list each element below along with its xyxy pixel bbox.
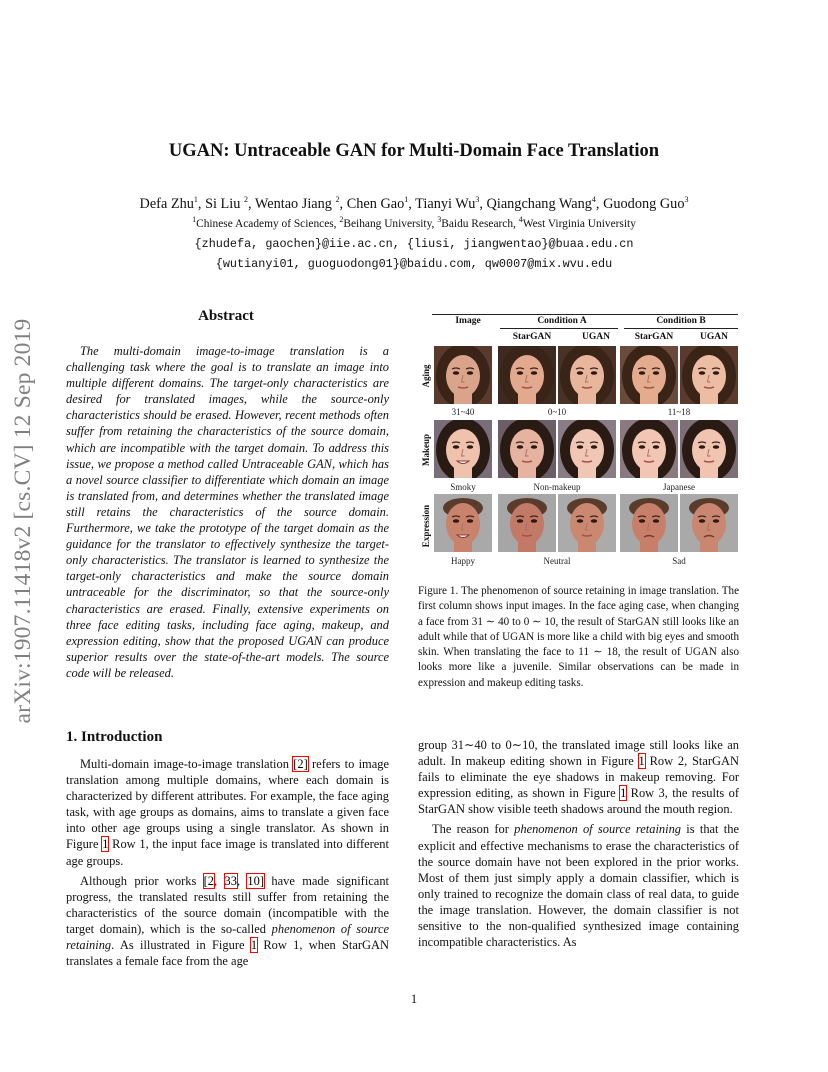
abstract-heading: Abstract bbox=[198, 308, 254, 324]
affiliation: Baidu Research, bbox=[441, 218, 519, 230]
section-heading-introduction: 1. Introduction bbox=[66, 729, 163, 745]
author: Qiangchang Wang bbox=[486, 196, 592, 212]
text-run: Although prior works bbox=[80, 873, 204, 888]
figure-rule bbox=[500, 328, 618, 329]
row-label-expression: Expression bbox=[421, 504, 431, 548]
emphasis: phenomenon of source retaining bbox=[514, 822, 682, 837]
author: Defa Zhu bbox=[139, 196, 194, 212]
arxiv-stamp bbox=[10, 286, 36, 756]
face-image bbox=[498, 494, 556, 552]
email-line-2: {wutianyi01, guoguodong01}@baidu.com, qw0007@mix.wvu.edu bbox=[215, 257, 613, 271]
figure-link[interactable]: 1 bbox=[620, 786, 627, 801]
col-header-stargan: StarGAN bbox=[512, 332, 552, 342]
text-run: is that the explicit and effective mechanisms to erase the characteristics of the source domain have not been explored in the prior works. Most of them just simply apply a domain classifier, which is only trained to recognize the domain class of real data, to guide the image translation. However, the domain classifier is not sensitive to the non-qualified synthesized image containing incompatible characteristics. As bbox=[418, 822, 739, 950]
text-run: have made significant progress, the translated results still suffer from retaining the characteristics of the source domain (incompatible with the target domain), which is the so-called bbox=[66, 873, 389, 936]
figure-link[interactable]: 1 bbox=[250, 938, 258, 953]
face-label: 31~40 bbox=[451, 407, 475, 417]
citation-link[interactable]: 10] bbox=[247, 873, 264, 888]
affiliation: Chinese Academy of Sciences, bbox=[196, 218, 340, 230]
paragraph bbox=[418, 737, 739, 817]
text-run: Row 2, StarGAN fails to eliminate the eye shadows in makeup removing. For expression editing, as shown in Figure bbox=[418, 754, 739, 801]
affil-mark: 4 bbox=[518, 215, 523, 225]
face-label: Smoky bbox=[450, 482, 476, 492]
affiliations bbox=[0, 215, 828, 230]
figure-link[interactable]: 1 bbox=[638, 754, 645, 769]
text-run: Row 3, the results of StarGAN show visible teeth shadows around the mouth region. bbox=[418, 786, 739, 817]
author: Tianyi Wu bbox=[415, 196, 476, 212]
text-run: group 31∼40 to 0∼10, the translated image still looks like an adult. In makeup editing shown in Figure bbox=[418, 738, 739, 769]
author: Chen Gao bbox=[346, 196, 405, 212]
face-label: Happy bbox=[451, 556, 475, 566]
author-affil-mark: 2 bbox=[335, 195, 340, 205]
paper-title: UGAN: Untraceable GAN for Multi-Domain Face Translation bbox=[168, 141, 660, 161]
author-affil-mark: 4 bbox=[591, 195, 596, 205]
affil-mark: 2 bbox=[339, 215, 344, 225]
abstract-text: The multi-domain image-to-image translation is a challenging task where the goal is to translate an image into multiple different domains. The target-only characteristics are desired for translated images, while the source-only characteristics should be erased. However, recent methods often suffer from retaining the characteristics of the source domain, which are incompatible with the target domain. To address this issue, we propose a method called Untraceable GAN, which has a novel source classifier to differentiate which domain an image is translated from, and determines whether the translated image still retains the characteristics of the source domain. Furthermore, we take the prototype of the target domain as the guidance for the translator to effectively synthesize the target-only characteristics. The translator is learned to synthesize the target-only characteristics and make the source domain untraceable for the discriminator, so that the source-only characteristics are erased. Finally, extensive experiments on three face editing tasks, including face aging, makeup, and expression editing, show that the proposed UGAN can produce superior results over the state-of-the-art models. The source code will be released. bbox=[66, 344, 389, 680]
face-image bbox=[558, 420, 616, 478]
author-affil-mark: 3 bbox=[475, 195, 480, 205]
col-header-image: Image bbox=[455, 316, 481, 326]
affil-mark: 3 bbox=[437, 215, 442, 225]
citation-link[interactable]: 33 bbox=[224, 873, 237, 888]
author-affil-mark: 1 bbox=[193, 195, 198, 205]
face-image bbox=[434, 420, 492, 478]
face-image bbox=[498, 346, 556, 404]
col-header-ugan: UGAN bbox=[582, 332, 610, 342]
author-affil-mark: 2 bbox=[244, 195, 248, 205]
author: Si Liu bbox=[205, 196, 241, 212]
text-run: Row 1, when StarGAN translates a female face from the age bbox=[66, 938, 389, 969]
figure-rule bbox=[624, 328, 738, 329]
face-image bbox=[620, 346, 678, 404]
col-header-ugan: UGAN bbox=[700, 332, 728, 342]
face-label: Neutral bbox=[543, 556, 571, 566]
face-image bbox=[434, 494, 492, 552]
affiliation: Beihang University, bbox=[343, 218, 438, 230]
author-affil-mark: 1 bbox=[404, 195, 409, 205]
text-run: Multi-domain image-to-image translation bbox=[80, 757, 294, 771]
face-image bbox=[558, 494, 616, 552]
col-header-condition-a: Condition A bbox=[537, 316, 587, 326]
face-image bbox=[498, 420, 556, 478]
citation-link[interactable]: [2] bbox=[293, 757, 308, 771]
row-label-makeup: Makeup bbox=[421, 434, 431, 467]
paragraph: Although prior works [2, 33, 10] have made significant progress, the translated results still suffer from retaining the characteristics of the source domain (incompatible with the target domain), which is the so-called phenomenon of source retaining. As illustrated in Figure 1 Row 1, when StarGAN translates a female face from the age bbox=[66, 873, 389, 969]
citation-link[interactable]: [2 bbox=[203, 873, 215, 888]
row-label-aging: Aging bbox=[421, 364, 431, 388]
text-run: . As illustrated in Figure bbox=[111, 938, 251, 953]
abstract-body bbox=[66, 343, 389, 681]
col-header-stargan: StarGAN bbox=[634, 332, 674, 342]
face-image bbox=[620, 494, 678, 552]
text-run: Row 1, the input face image is translated into different age groups. bbox=[66, 837, 389, 868]
face-image bbox=[558, 346, 616, 404]
face-label: 0~10 bbox=[547, 407, 567, 417]
author-affil-mark: 3 bbox=[684, 195, 689, 205]
face-image bbox=[680, 420, 738, 478]
arxiv-id: arXiv:1907.11418v2 [cs.CV] 12 Sep 2019 bbox=[10, 318, 36, 724]
face-label: Non-makeup bbox=[533, 482, 581, 492]
affil-mark: 1 bbox=[192, 215, 197, 225]
figure-caption: Figure 1. The phenomenon of source retaining in image translation. The first column shows input images. In the face aging case, when changing a face from 31 ∼ 40 to 0 ∼ 10, the result of StarGAN still looks like an adult while that of UGAN is more like a child with big eyes and smooth skin. When translating the face to 11 ∼ 18, the result of UGAN also looks more like a juvenile. Similar observations can be made in expression and makeup editing tasks. bbox=[418, 585, 739, 689]
text-run: refers to image translation among multiple domains, where each domain is characterized by different attributes. For example, the face aging task, with age groups as domains, aims to translate a given face into other age groups using a single translator. As shown in Figure bbox=[66, 757, 389, 852]
paragraph bbox=[418, 821, 739, 950]
text-run: The reason for bbox=[432, 822, 515, 837]
face-image bbox=[680, 494, 738, 552]
intro-column-left bbox=[66, 756, 389, 969]
page-number: 1 bbox=[410, 992, 418, 1006]
face-label: Japanese bbox=[663, 482, 695, 492]
col-header-condition-b: Condition B bbox=[656, 316, 706, 326]
email-line-1: {zhudefa, gaochen}@iie.ac.cn, {liusi, jiangwentao}@buaa.edu.cn bbox=[194, 237, 634, 251]
author: Wentao Jiang bbox=[254, 196, 332, 212]
author: Guodong Guo bbox=[603, 196, 685, 212]
paragraph bbox=[66, 756, 389, 869]
intro-column-right bbox=[418, 737, 739, 950]
figure-1 bbox=[418, 306, 740, 566]
face-image bbox=[680, 346, 738, 404]
author-list: Defa Zhu$^1$, Si Liu $^2$, Wentao Jiang $^2$, Chen Gao$^1$, Tianyi Wu$^3$, Qiangchang Wang$^4$, Guodong Guo$^3$ bbox=[139, 195, 689, 212]
face-image bbox=[434, 346, 492, 404]
figure-link[interactable]: 1 bbox=[102, 837, 109, 852]
emphasis: phenomenon of source retaining bbox=[66, 921, 389, 953]
affiliation: West Virginia University bbox=[522, 218, 636, 230]
face-label: Sad bbox=[672, 556, 686, 566]
face-image bbox=[620, 420, 678, 478]
face-label: 11~18 bbox=[667, 407, 691, 417]
